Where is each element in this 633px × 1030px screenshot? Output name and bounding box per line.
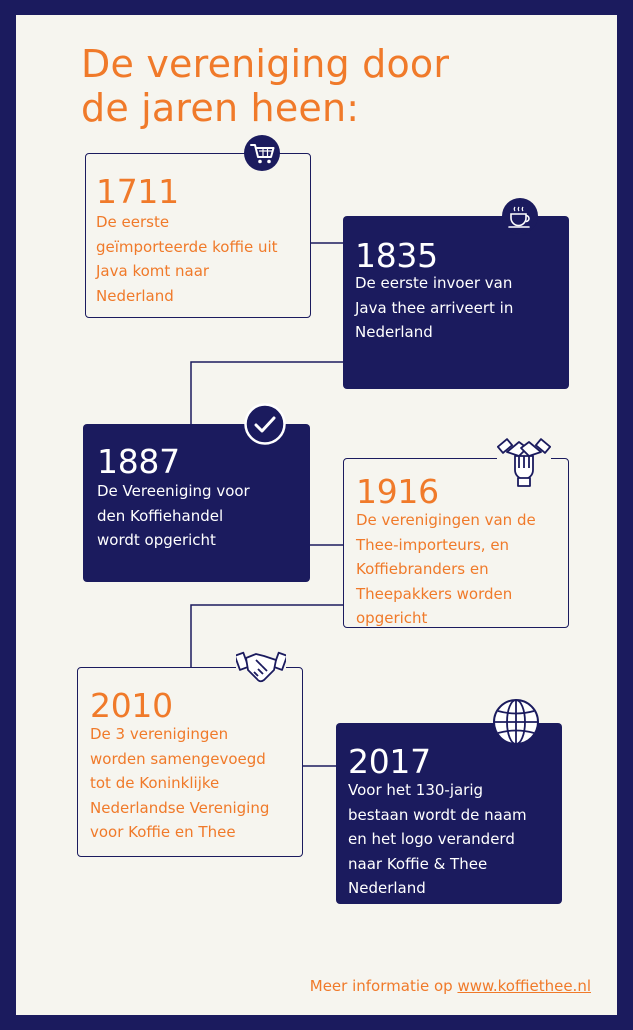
website-link[interactable]: www.koffiethee.nl [457,977,591,995]
event-description: De eerste geïmporteerde koffie uit Java komt naar Nederland [96,213,278,305]
team-hands-icon [497,432,551,488]
event-year: 1835 [355,236,438,275]
shopping-cart-icon [243,134,281,172]
event-year: 1887 [97,442,180,481]
teacup-icon [501,197,539,235]
timeline-event-2017 [336,723,562,904]
event-description: Voor het 130-jarig bestaan wordt de naam en het logo veranderd naar Koffie & Thee Nederland [348,781,527,897]
checkmark-icon [244,403,286,445]
timeline-event-1887 [83,424,310,582]
event-description: De eerste invoer van Java thee arriveert in Nederland [355,274,514,341]
event-year: 2010 [90,686,173,725]
footer-more-info [310,977,591,995]
event-year: 1916 [356,472,439,511]
globe-icon [492,698,540,746]
timeline-event-1835 [343,216,569,389]
handshake-icon [236,648,286,686]
event-description: De verenigingen van de Thee-importeurs, en Koffiebranders en Theepakkers worden opgericht [356,511,536,627]
page-title: De vereniging door de jaren heen: [81,42,450,130]
footer-text: Meer informatie op [309,977,458,995]
event-year: 1711 [96,172,179,211]
timeline-event-1711 [85,153,311,318]
event-year: 2017 [348,742,431,781]
timeline-event-2010 [77,667,303,857]
event-description: De Vereeniging voor den Koffiehandel wordt opgericht [97,482,250,549]
event-description: De 3 verenigingen worden samengevoegd tot de Koninklijke Nederlandse Vereniging voor Koffie en Thee [90,725,270,841]
